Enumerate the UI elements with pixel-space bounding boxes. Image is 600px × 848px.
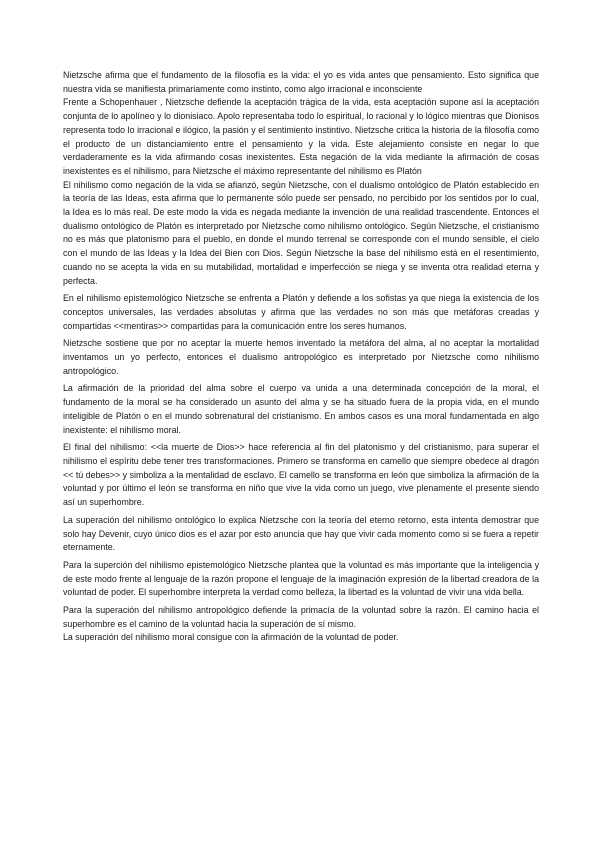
document-body	[63, 69, 539, 645]
paragraph-2: Frente a Schopenhauer , Nietzsche defiende la aceptación trágica de la vida, esta aceptación supone así la aceptación conjunta de lo apolíneo y lo dionisiaco. Apolo representaba todo lo espiritual, lo racional y lo lógico mientras que Dionisos representa todo lo irracional e ilógico, la pasión y el sentimiento instintivo. Nietzsche critica la historia de la filosofía como el producto de un distanciamiento entre el pensamiento y la vida. Este alejamiento consiste en negar lo que verdaderamente es la vida afirmando cosas inexistentes. Esta negación de la vida mediante la afirmación de cosas inexistentes es el nihilismo, para Nietzsche el máximo representante del nihilismo es Platón	[63, 97, 539, 176]
paragraph-8: La superación del nihilismo ontológico lo explica Nietzsche con la teoría del eterno retorno, esta intenta demostrar que solo hay Devenir, cuyo único dios es el azar por esto anuncia que hay que vivir cada momento como si se fuera a repetir eternamente.	[63, 514, 539, 553]
paragraph-4: En el nihilismo epistemológico Nietzsche se enfrenta a Platón y defiende a los sofistas ya que niega la existencia de los conceptos universales, las verdades absolutas y afirma que las verdades no son más que metáforas creadas y compartidas <<mentiras>> compartidas para la comunicación entre los seres humanos.	[63, 293, 539, 331]
paragraph-5: Nietzsche sostiene que por no aceptar la muerte hemos inventado la metáfora del alma, al no aceptar la mortalidad inventamos un yo perfecto, entonces el dualismo antropológico es interpretado por Nietzsche como nihilismo antropológico.	[63, 338, 539, 376]
paragraph-11: La superación del nihilismo moral consigue con la afirmación de la voluntad de poder.	[63, 632, 399, 643]
paragraph-6: La afirmación de la prioridad del alma sobre el cuerpo va unida a una determinada concepción de la moral, el fundamento de la moral se ha considerado un asunto del alma y se ha situado fuera de la propia vida, en el mundo inteligible de Platón o en el mundo sobrenatural del cristianismo. En ambos casos es una moral fundamentada en algo inexistente: el nihilismo moral.	[63, 383, 539, 435]
paragraph-3: El nihilismo como negación de la vida se afianzó, según Nietzsche, con el dualismo ontológico de Platón establecido en la teoría de las Ideas, esta afirma que lo permanente sólo puede ser pensado, no percibido por los sentidos por lo cual, la Idea es lo más real. De este modo la vida es negada mediante la invención de una realidad trascendente. Entonces el dualismo ontológico de Platón es interpretado por Nietzsche como nihilismo ontológico. Según Nietzsche, el cristianismo no es más que platonismo para el pueblo, en donde el mundo terrenal se corresponde con el mundo sensible, el cielo con el mundo de las Ideas y la Idea del Bien con Dios. Según Nietzsche la base del nihilismo está en el resentimiento, cuando no se acepta la vida en su mutabilidad, mortalidad e imperfección se niega y se inventa otra realidad eterna y perfecta.	[63, 179, 539, 286]
paragraph-10: Para la superación del nihilismo antropológico defiende la primacía de la voluntad sobre la razón. El camino hacia el superhombre es el camino de la voluntad hacia la superación de sí mismo.	[63, 605, 539, 629]
paragraph-7: El final del nihilismo: <<la muerte de Dios>> hace referencia al fin del platonismo y del cristianismo, para superar el nihilismo el espíritu debe tener tres transformaciones. Primero se transforma en camello que siempre obedece al dragón << tú debes>> y simboliza a la mentalidad de esclavo. El camello se transforma en león que simboliza la afirmación de la voluntad y por último el león se transforma en niño que vive la vida como un juego, vive plenamente el presente siendo así un superhombre.	[63, 442, 539, 508]
paragraph-1: Nietzsche afirma que el fundamento de la filosofía es la vida: el yo es vida antes que pensamiento. Esto significa que nuestra vida se manifiesta primariamente como instinto, como algo irracional e inconsciente	[63, 70, 539, 94]
paragraph-9: Para la superción del nihilismo epistemológico Nietzsche plantea que la voluntad es más importante que la inteligencia y de este modo frente al lenguaje de la razón propone el lenguaje de la imaginación expresión de la libertad creadora de la voluntad de poder. El superhombre interpreta la verdad como belleza, la libertad es la voluntad de vivir una vida bella.	[63, 559, 539, 598]
